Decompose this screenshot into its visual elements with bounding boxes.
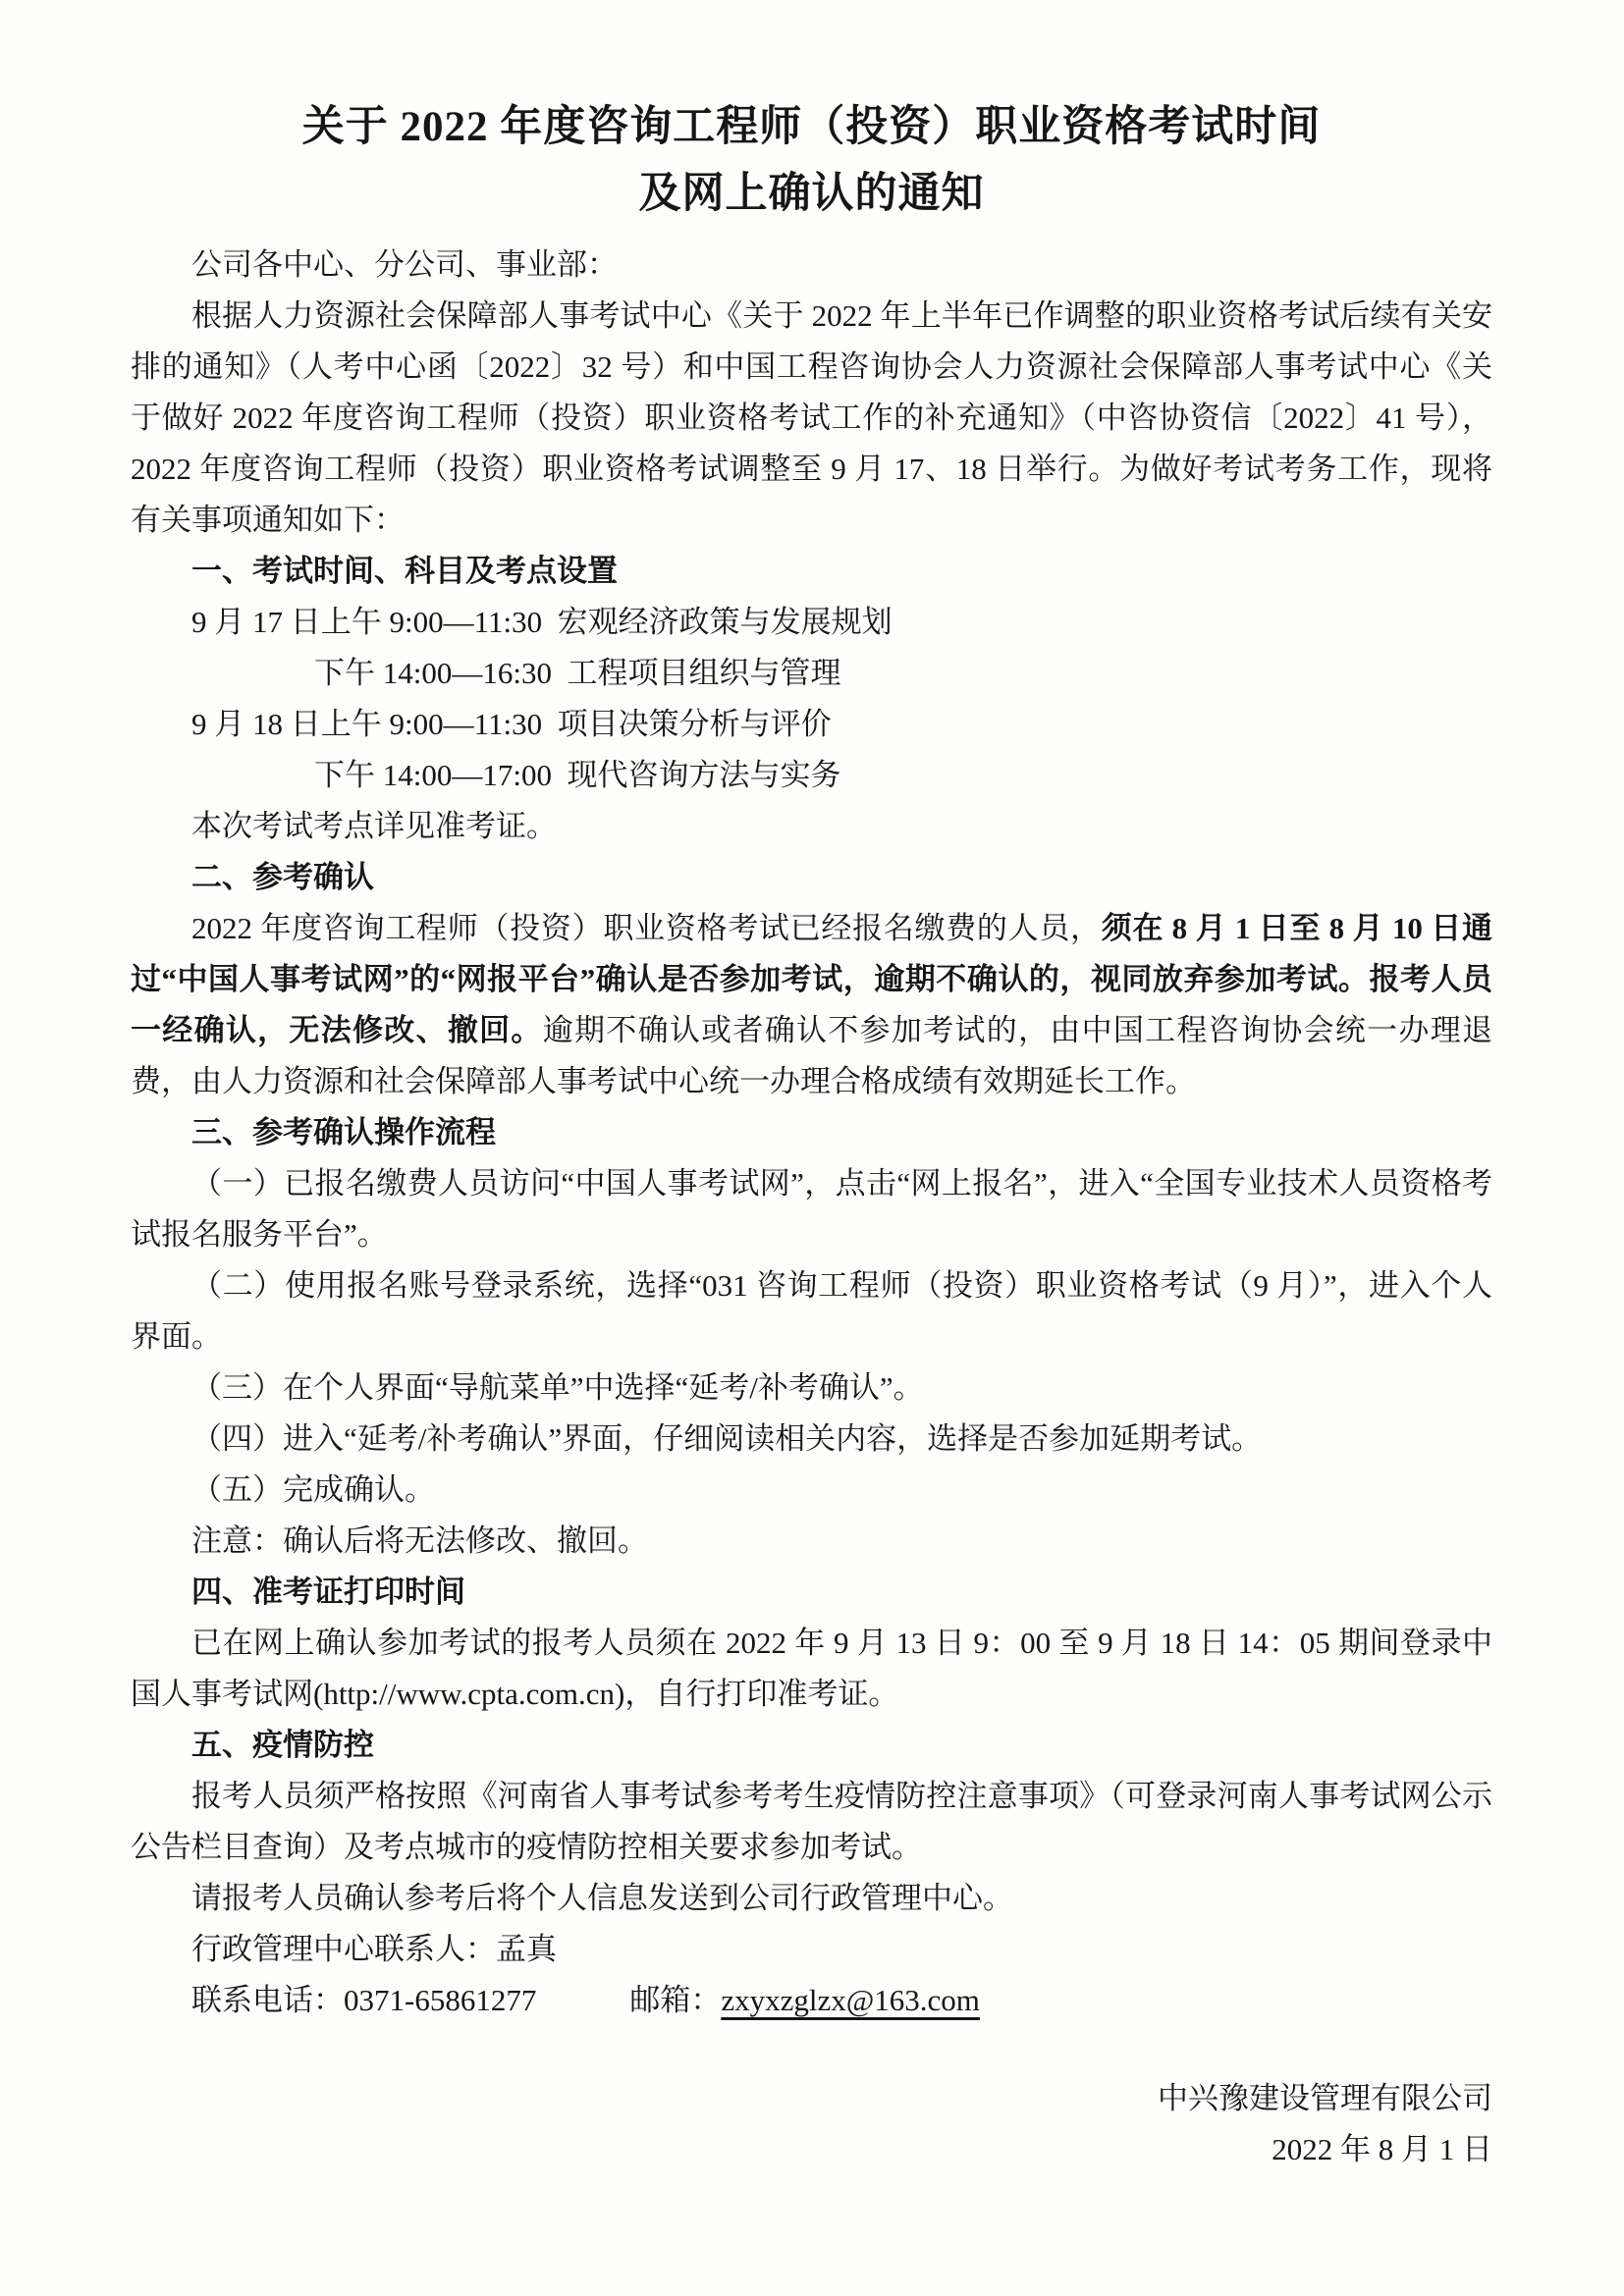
email-label: 邮箱： [629, 1983, 722, 2017]
document-body [131, 240, 1492, 2175]
document-title-line-2: 及网上确认的通知 [638, 171, 985, 217]
contact-details-line [131, 1975, 1492, 2026]
confirmation-paragraph [131, 903, 1492, 1107]
contact-email-group [629, 1983, 980, 2017]
salutation: 公司各中心、分公司、事业部： [191, 247, 618, 282]
signature-date: 2022 年 8 月 1 日 [1272, 2132, 1492, 2166]
contact-person-line: 行政管理中心联系人：孟真 [191, 1932, 557, 1966]
schedule-line-day2-morning: 9 月 18 日上午 9:00—11:30 项目决策分析与评价 [191, 707, 832, 741]
step-4: （四）进入“延考/补考确认”界面，仔细阅读相关内容，选择是否参加延期考试。 [191, 1421, 1263, 1456]
step-1: （一）已报名缴费人员访问“中国人事考试网”，点击“网上报名”，进入“全国专业技术人员资格考试报名服务平台”。 [131, 1166, 1492, 1252]
exam-site-note: 本次考试考点详见准考证。 [191, 809, 557, 843]
schedule-line-day1-morning: 9 月 17 日上午 9:00—11:30 宏观经济政策与发展规划 [191, 605, 893, 639]
document-title [131, 94, 1492, 228]
document-title-line-1: 关于 2022 年度咨询工程师（投资）职业资格考试时间 [301, 104, 1322, 150]
confirmation-warning-note: 注意：确认后将无法修改、撤回。 [191, 1523, 648, 1558]
epidemic-prevention-paragraph: 报考人员须严格按照《河南省人事考试参考考生疫情防控注意事项》（可登录河南人事考试网公示公告栏目查询）及考点城市的疫情防控相关要求参加考试。 [131, 1779, 1492, 1864]
email-link[interactable]: zxyxzglzx@163.com [721, 1983, 980, 2017]
schedule-line-day1-afternoon: 下午 14:00—16:30 工程项目组织与管理 [314, 656, 841, 690]
section-3-heading: 三、参考确认操作流程 [191, 1115, 496, 1149]
contact-phone: 联系电话：0371-65861277 [191, 1983, 537, 2017]
signature-block [131, 2073, 1492, 2175]
confirmation-text-start: 2022 年度咨询工程师（投资）职业资格考试已经报名缴费的人员， [191, 911, 1102, 945]
send-info-paragraph: 请报考人员确认参考后将个人信息发送到公司行政管理中心。 [191, 1881, 1013, 1915]
section-2-heading: 二、参考确认 [191, 860, 374, 894]
admission-ticket-paragraph: 已在网上确认参加考试的报考人员须在 2022 年 9 月 13 日 9：00 至 9 月 18 日 14：05 期间登录中国人事考试网(http://www.cpta.com.cn)，自行打印准考证。 [131, 1626, 1492, 1711]
step-3: （三）在个人界面“导航菜单”中选择“延考/补考确认”。 [191, 1370, 924, 1405]
confirmation-text-bold: 须在 8 月 1 日至 8 月 10 日通过“中国人事考试网”的“网报平台”确认是否参加考试，逾期不确认的，视同放弃参加考试。报考人员一经确认，无法修改、撤回。 [131, 911, 1493, 1047]
step-2: （二）使用报名账号登录系统，选择“031 咨询工程师（投资）职业资格考试（9 月）”，进入个人界面。 [131, 1268, 1492, 1354]
schedule-line-day2-afternoon: 下午 14:00—17:00 现代咨询方法与实务 [314, 758, 841, 792]
section-5-heading: 五、疫情防控 [191, 1728, 374, 1762]
intro-paragraph: 根据人力资源社会保障部人事考试中心《关于 2022 年上半年已作调整的职业资格考试后续有关安排的通知》（人考中心函〔2022〕32 号）和中国工程咨询协会人力资源社会保障部人事考试中心《关于做好 2022 年度咨询工程师（投资）职业资格考试工作的补充通知》（中咨协资信〔2022〕41 号），2022 年度咨询工程师（投资）职业资格考试调整至 9 月 17、18 日举行。为做好考试考务工作，现将有关事项通知如下： [131, 298, 1492, 537]
signature-company: 中兴豫建设管理有限公司 [1158, 2081, 1492, 2115]
section-4-heading: 四、准考证打印时间 [191, 1575, 465, 1609]
section-1-heading: 一、考试时间、科目及考点设置 [191, 554, 618, 588]
confirmation-text-end: 逾期不确认或者确认不参加考试的，由中国工程咨询协会统一办理退费，由人力资源和社会保障部人事考试中心统一办理合格成绩有效期延长工作。 [131, 1013, 1493, 1098]
step-5: （五）完成确认。 [191, 1472, 435, 1507]
